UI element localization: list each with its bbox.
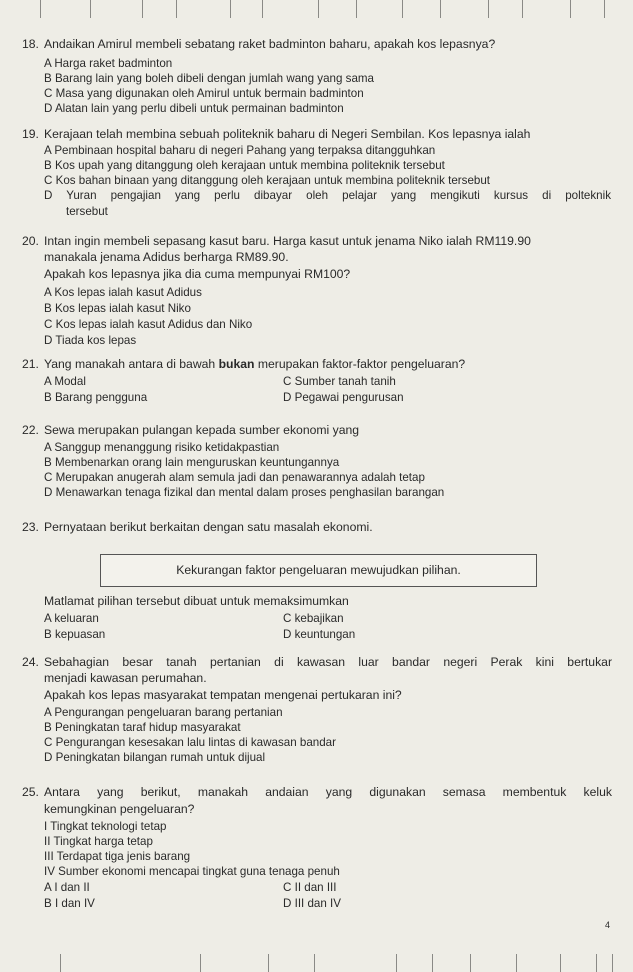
option-c: C Kos lepas ialah kasut Adidus dan Niko — [44, 318, 253, 331]
question-text — [44, 358, 465, 371]
option-d-continued: tersebut — [66, 205, 108, 218]
option-b: B I dan IV — [44, 897, 95, 910]
statement-box — [100, 554, 537, 587]
option-a: A Harga raket badminton — [44, 57, 173, 70]
option-d: D Peningkatan bilangan rumah untuk dijual — [44, 751, 266, 764]
option-a: A Kos lepas ialah kasut Adidus — [44, 286, 202, 299]
option-d: D Alatan lain yang perlu dibeli untuk permainan badminton — [44, 102, 344, 115]
question-text: Antara yang berikut, manakah andaian yang digunakan semasa membentuk keluk — [44, 785, 612, 799]
option-c: C II dan III — [283, 881, 337, 894]
page-number: 4 — [605, 920, 611, 930]
statement-ii: II Tingkat harga tetap — [44, 835, 153, 848]
question-prompt: Matlamat pilihan tersebut dibuat untuk memaksimumkan — [44, 594, 349, 608]
question-text-line-2: manakala jenama Adidus berharga RM89.90. — [44, 250, 289, 264]
option-c: C Merupakan anugerah alam semula jadi dan penawarannya adalah tetap — [44, 471, 425, 484]
option-b: B kepuasan — [44, 628, 106, 641]
question-text: Pernyataan berikut berkaitan dengan satu masalah ekonomi. — [44, 520, 373, 534]
statement-iv: IV Sumber ekonomi mencapai tingkat guna tenaga penuh — [44, 865, 340, 878]
question-text-line-2: menjadi kawasan perumahan. — [44, 671, 207, 685]
bottom-edge-marks — [0, 952, 633, 972]
option-d: D Tiada kos lepas — [44, 334, 137, 347]
option-c: C Kos bahan binaan yang ditanggung oleh kerajaan untuk membina politeknik tersebut — [44, 174, 491, 187]
option-c: C Masa yang digunakan oleh Amirul untuk bermain badminton — [44, 87, 364, 100]
option-a: A Pembinaan hospital baharu di negeri Pahang yang terpaksa ditangguhkan — [44, 144, 436, 157]
question-number: 23. — [22, 520, 39, 534]
question-number: 18. — [22, 37, 39, 51]
option-c: C Pengurangan kesesakan lalu lintas di kawasan bandar — [44, 736, 336, 749]
question-text-line-2: kemungkinan pengeluaran? — [44, 802, 195, 816]
option-b: B Peningkatan taraf hidup masyarakat — [44, 721, 241, 734]
question-number: 19. — [22, 127, 39, 141]
question-text-start: Yang manakah antara di bawah — [44, 357, 219, 371]
question-emphasis: bukan — [218, 357, 255, 371]
question-number: 25. — [22, 785, 39, 799]
option-a: A Pengurangan pengeluaran barang pertanian — [44, 706, 283, 719]
question-text: Kerajaan telah membina sebuah politeknik baharu di Negeri Sembilan. Kos lepasnya ialah — [44, 127, 531, 141]
option-a: A keluaran — [44, 612, 99, 625]
option-b: B Kos lepas ialah kasut Niko — [44, 302, 191, 315]
statement-i: I Tingkat teknologi tetap — [44, 820, 167, 833]
question-number: 21. — [22, 357, 39, 371]
question-number: 22. — [22, 423, 39, 437]
option-a: A Modal — [44, 375, 86, 388]
option-c: C kebajikan — [283, 612, 344, 625]
question-text: Intan ingin membeli sepasang kasut baru. Harga kasut untuk jenama Niko ialah RM119.90 — [44, 234, 531, 248]
option-c: C Sumber tanah tanih — [283, 375, 396, 388]
option-b: B Barang lain yang boleh dibeli dengan jumlah wang yang sama — [44, 72, 375, 85]
question-prompt: Apakah kos lepasnya jika dia cuma mempunyai RM100? — [44, 267, 351, 281]
option-b: B Kos upah yang ditanggung oleh kerajaan untuk membina politeknik tersebut — [44, 159, 445, 172]
question-text: Sewa merupakan pulangan kepada sumber ekonomi yang — [44, 423, 360, 437]
option-d: D Menawarkan tenaga fizikal dan mental dalam proses penghasilan barangan — [44, 486, 445, 499]
question-text: Sebahagian besar tanah pertanian di kawasan luar bandar negeri Perak kini bertukar — [44, 655, 612, 669]
question-text-end: merupakan faktor-faktor pengeluaran? — [254, 357, 466, 371]
option-a: A Sanggup menanggung risiko ketidakpastian — [44, 441, 280, 454]
option-b: B Membenarkan orang lain menguruskan keuntungannya — [44, 456, 340, 469]
option-d: D Yuran pengajian yang perlu dibayar oleh pelajar yang mengikuti kursus di polteknik — [44, 189, 611, 202]
statement-iii: III Terdapat tiga jenis barang — [44, 850, 191, 863]
option-a: A I dan II — [44, 881, 90, 894]
option-d: D Pegawai pengurusan — [283, 391, 404, 404]
question-text: Andaikan Amirul membeli sebatang raket badminton baharu, apakah kos lepasnya? — [44, 37, 496, 51]
question-number: 24. — [22, 655, 39, 669]
option-d: D keuntungan — [283, 628, 356, 641]
option-d: D III dan IV — [283, 897, 341, 910]
option-b: B Barang pengguna — [44, 391, 148, 404]
statement-text: Kekurangan faktor pengeluaran mewujudkan pilihan. — [176, 563, 461, 577]
question-prompt: Apakah kos lepas masyarakat tempatan mengenai pertukaran ini? — [44, 688, 402, 702]
question-number: 20. — [22, 234, 39, 248]
